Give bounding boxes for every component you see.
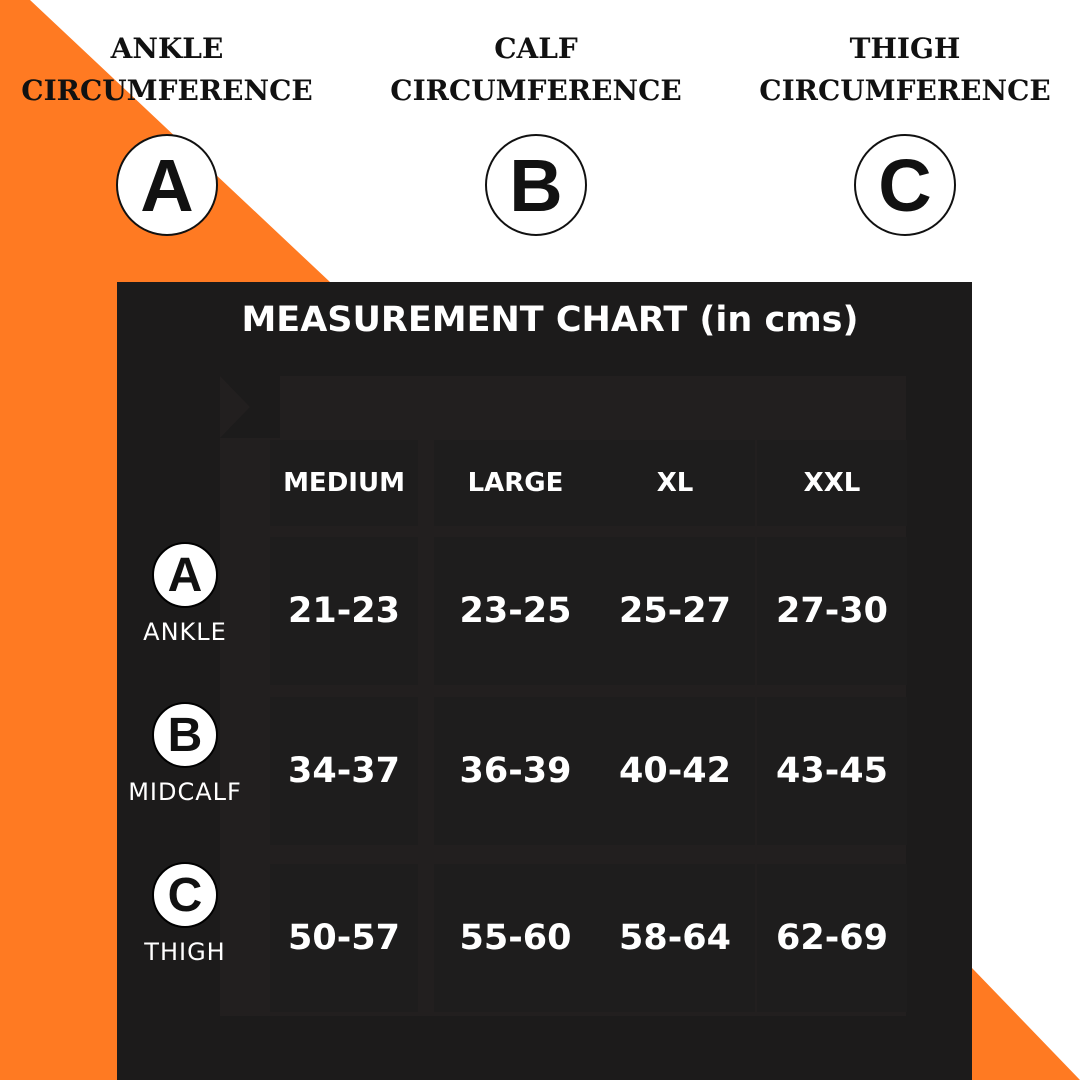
header-ankle-label: ANKLE CIRCUMFERENCE — [21, 32, 313, 107]
orange-right-triangle — [972, 968, 1080, 1080]
row-name-ankle: ANKLE — [143, 618, 227, 646]
table-cell: 25-27 — [595, 537, 755, 685]
column-header-medium: MEDIUM — [270, 440, 418, 526]
table-cell: 62-69 — [757, 864, 907, 1012]
row-label-thigh — [125, 862, 245, 966]
circle-a-icon: A — [116, 134, 218, 236]
header-thigh — [755, 28, 1055, 236]
column-header-xl: XL — [595, 440, 755, 526]
header-calf-label: CALF CIRCUMFERENCE — [390, 32, 682, 107]
circle-c-small-icon: C — [152, 862, 218, 928]
column-header-xxl: XXL — [757, 440, 907, 526]
header-thigh-label: THIGH CIRCUMFERENCE — [759, 32, 1051, 107]
table-cell: 21-23 — [270, 537, 418, 685]
header-calf — [386, 28, 686, 236]
table-cell: 58-64 — [595, 864, 755, 1012]
circle-a-small-icon: A — [152, 542, 218, 608]
circle-b-icon: B — [485, 134, 587, 236]
row-name-thigh: THIGH — [144, 938, 226, 966]
circle-b-small-icon: B — [152, 702, 218, 768]
header-ankle — [17, 28, 317, 236]
table-cell: 36-39 — [434, 697, 597, 845]
table-cell: 27-30 — [757, 537, 907, 685]
table-cell: 23-25 — [434, 537, 597, 685]
row-name-midcalf: MIDCALF — [128, 778, 242, 806]
circle-c-icon: C — [854, 134, 956, 236]
row-label-ankle — [125, 542, 245, 646]
chart-title: MEASUREMENT CHART (in cms) — [241, 300, 859, 340]
row-label-midcalf — [125, 702, 245, 806]
table-cell: 34-37 — [270, 697, 418, 845]
column-header-large: LARGE — [434, 440, 597, 526]
table-cell: 50-57 — [270, 864, 418, 1012]
table-cell: 40-42 — [595, 697, 755, 845]
table-cell: 43-45 — [757, 697, 907, 845]
ribbon-decoration — [220, 376, 280, 446]
table-cell: 55-60 — [434, 864, 597, 1012]
